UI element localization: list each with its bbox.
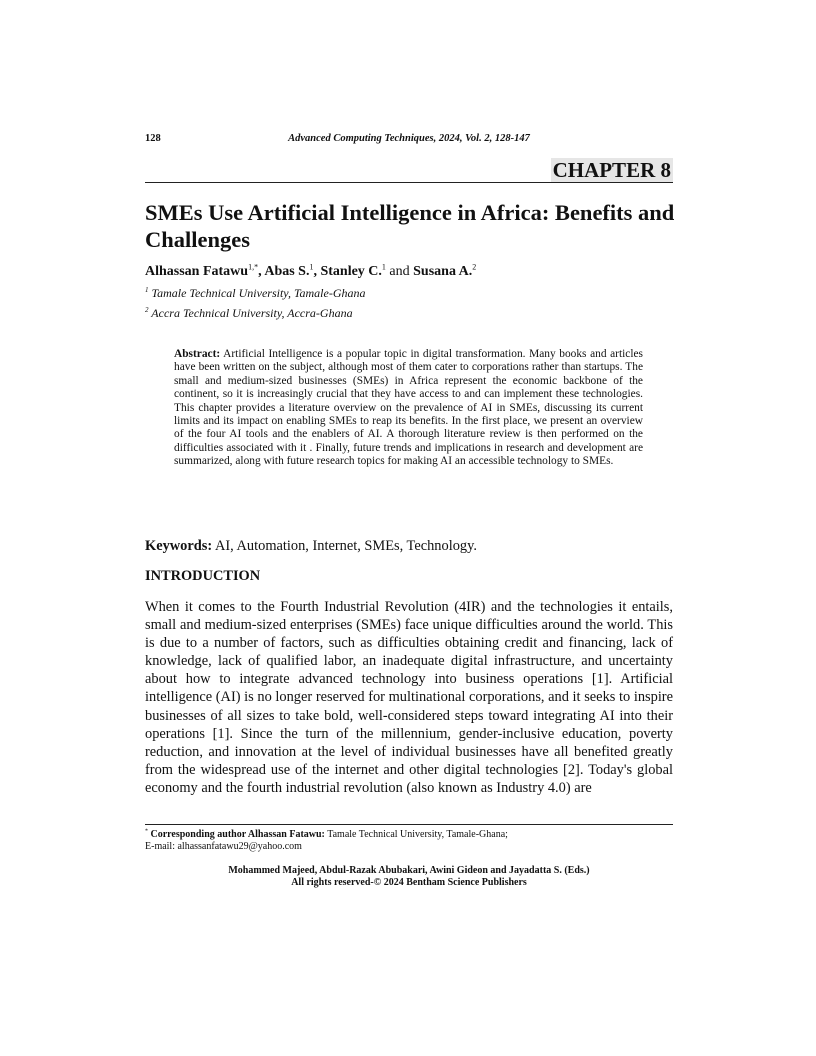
publisher-info xyxy=(145,865,673,889)
keywords-label: Keywords: xyxy=(145,538,213,554)
introduction-paragraph: When it comes to the Fourth Industrial Revolution (4IR) and the technologies it entails, small and medium-sized enterprises (SMEs) face unique difficulties around the world. This is due to a number of factors, such as difficulties obtaining credit and financing, lack of knowledge, lack of qualified labor, an inadequate digital infrastructure, and uncertainty about how to integrate advanced technology into business operations [1]. Artificial intelligence (AI) is no longer reserved for multinational corporations, and it seeks to inspire businesses of all sizes to take bold, well-considered steps toward integrating AI into their operations [1]. Since the turn of the millennium, gender-inclusive education, poverty reduction, and innovation at the level of individual businesses have all benefited greatly from the widespread use of the internet and other digital technologies [2]. Today's global economy and the fourth industrial revolution (also known as Industry 4.0) are xyxy=(145,599,673,796)
page-number: 128 xyxy=(145,133,161,144)
author-superscript: 1,* xyxy=(248,262,259,272)
affiliation-superscript: 1 xyxy=(145,286,149,294)
paper-title: SMEs Use Artificial Intelligence in Africa: Benefits and Challenges xyxy=(145,200,675,252)
abstract-label: Abstract: xyxy=(174,348,221,360)
affiliation-1 xyxy=(145,286,366,300)
journal-volume: Vol. 2 xyxy=(465,133,490,144)
author-superscript: 1 xyxy=(381,262,386,272)
journal-pages: , 128-147 xyxy=(489,133,530,144)
author-superscript: 1 xyxy=(309,262,314,272)
author-name: Stanley C. xyxy=(320,264,382,279)
footnote-marker: * xyxy=(145,828,148,835)
author-separator: , xyxy=(258,264,265,279)
keywords xyxy=(145,537,477,555)
running-head xyxy=(145,133,673,149)
footnote xyxy=(145,829,673,853)
affiliation-2 xyxy=(145,306,353,320)
abstract xyxy=(174,348,643,469)
footnote-divider xyxy=(145,824,673,825)
abstract-text: Artificial Intelligence is a popular topic in digital transformation. Many books and articles have been written on the subject, although most of them cater to corporations rather than startups. The small and medium-sized businesses (SMEs) in Africa represent the economic backbone of the continent, so it is increasingly crucial that they have access to and can implement these technologies. This chapter provides a literature overview on the prevalence of AI in SMEs, discussing its current limits and its impact on enabling SMEs to reap its benefits. In the first place, we present an overview of the four AI tools and the enablers of AI. A thorough literature review is then performed on the difficulties associated with it . Finally, future trends and implications in research and development are summarized, along with future research topics for making AI an accessible technology to SMEs. xyxy=(174,348,643,468)
footnote-email: E-mail: alhassanfatawu29@yahoo.com xyxy=(145,841,302,852)
copyright-line: All rights reserved-© 2024 Bentham Science Publishers xyxy=(291,877,527,888)
author-superscript: 2 xyxy=(472,262,477,272)
affiliation-text: Tamale Technical University, Tamale-Ghana xyxy=(151,286,366,300)
keywords-text: AI, Automation, Internet, SMEs, Technology. xyxy=(212,538,477,554)
author-name: Susana A. xyxy=(413,264,473,279)
journal-citation xyxy=(145,133,673,144)
chapter-label: CHAPTER 8 xyxy=(552,158,671,182)
affiliation-text: Accra Technical University, Accra-Ghana xyxy=(151,306,353,320)
section-heading-introduction: INTRODUCTION xyxy=(145,568,261,584)
header-divider xyxy=(145,182,673,183)
editors-line: Mohammed Majeed, Abdul-Razak Abubakari, Awini Gideon and Jayadatta S. (Eds.) xyxy=(228,865,590,876)
author-list xyxy=(145,263,476,281)
author-separator: , xyxy=(313,264,321,279)
footnote-text: Tamale Technical University, Tamale-Ghana; xyxy=(324,829,508,840)
author-name: Abas S. xyxy=(264,264,310,279)
author-conjunction: and xyxy=(385,264,414,279)
journal-year: , 2024, xyxy=(433,133,466,144)
footnote-label: Corresponding author Alhassan Fatawu: xyxy=(150,829,325,840)
journal-name: Advanced Computing Techniques xyxy=(288,133,434,144)
author-name: Alhassan Fatawu xyxy=(145,264,249,279)
footnote-line-1 xyxy=(145,829,673,841)
affiliation-superscript: 2 xyxy=(145,306,149,314)
